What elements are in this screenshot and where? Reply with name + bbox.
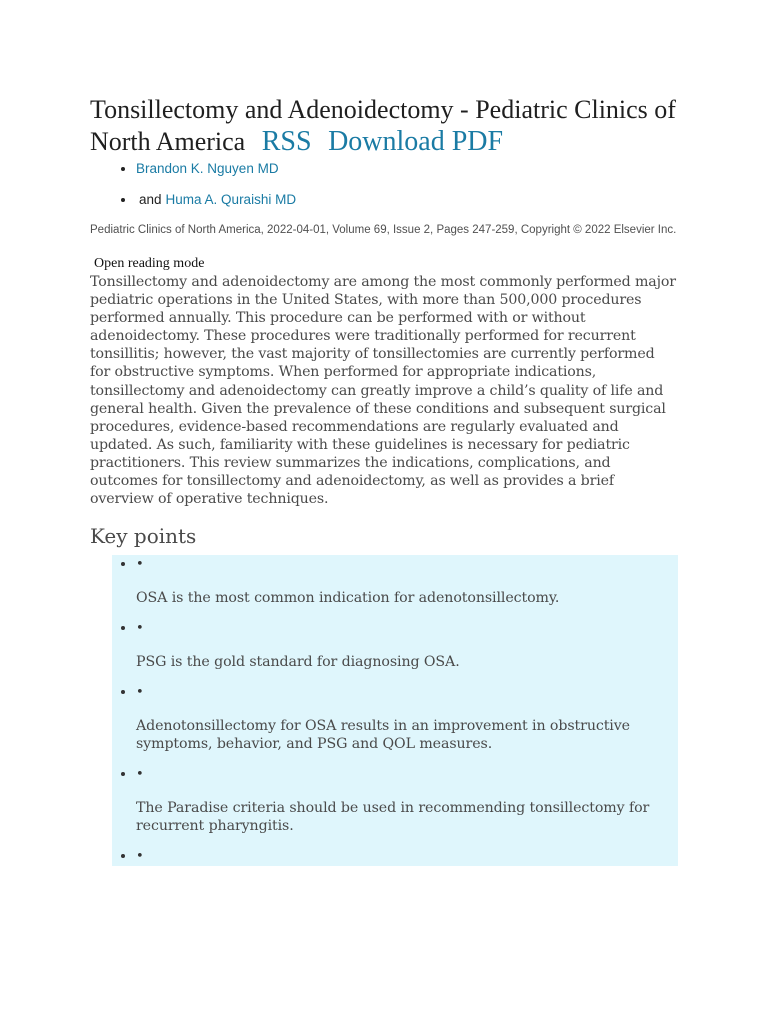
article-title (90, 94, 678, 158)
key-points-list (90, 555, 678, 866)
article-page (90, 94, 678, 868)
download-pdf-link[interactable]: Download PDF (328, 126, 504, 157)
bullet-glyph: • • (136, 767, 144, 783)
author-list (90, 160, 678, 209)
bullet-glyph: • • (136, 621, 144, 637)
key-point-item (136, 847, 678, 866)
bullet-glyph: • • (136, 849, 144, 865)
open-reading-mode-button[interactable]: Open reading mode (94, 256, 205, 271)
bullet-glyph: • • (136, 685, 144, 701)
bullet-glyph: • • (136, 557, 144, 573)
key-point-text: OSA is the most common indication for adenotonsillectomy. (136, 590, 560, 607)
author-item (136, 160, 678, 178)
citation: Pediatric Clinics of North America, 2022-04-01, Volume 69, Issue 2, Pages 247-259, Copyright © 2022 Elsevier Inc. (90, 224, 677, 236)
key-point-item (136, 765, 678, 835)
author-item (136, 191, 678, 209)
key-point-item (136, 555, 678, 607)
article-title-text: Tonsillectomy and Adenoidectomy - Pediatric Clinics of North America (90, 95, 676, 156)
abstract-text: Tonsillectomy and adenoidectomy are among the most commonly performed major pediatric operations in the United States, with more than 500,000 procedures performed annually. This procedure can be performed with or without adenoidectomy. These procedures were traditionally performed for recurrent tonsillitis; however, the vast majority of tonsillectomies are currently performed for obstructive symptoms. When performed for appropriate indications, tonsillectomy and adenoidectomy can greatly improve a child’s quality of life and general health. Given the prevalence of these conditions and subsequent surgical procedures, evidence-based recommendations are regularly evaluated and updated. As such, familiarity with these guidelines is necessary for pediatric practitioners. This review summarizes the indications, complications, and outcomes for tonsillectomy and adenoidectomy, as well as provides a brief overview of operative techniques. (90, 274, 676, 508)
author-link[interactable]: Brandon K. Nguyen MD (136, 161, 279, 176)
key-point-text: The Paradise criteria should be used in recommending tonsillectomy for recurrent pharyngitis. (136, 800, 650, 835)
author-link[interactable]: Huma A. Quraishi MD (165, 192, 297, 207)
key-point-item (136, 683, 678, 753)
key-points-box (90, 555, 678, 866)
key-point-text: PSG is the gold standard for diagnosing OSA. (136, 654, 460, 671)
key-points-heading: Key points (90, 524, 197, 549)
rss-link[interactable]: RSS (261, 126, 312, 157)
key-point-text: Adenotonsillectomy for OSA results in an improvement in obstructive symptoms, behavior, and PSG and QOL measures. (136, 718, 630, 753)
author-conjunction: and (139, 192, 162, 207)
key-point-item (136, 619, 678, 671)
